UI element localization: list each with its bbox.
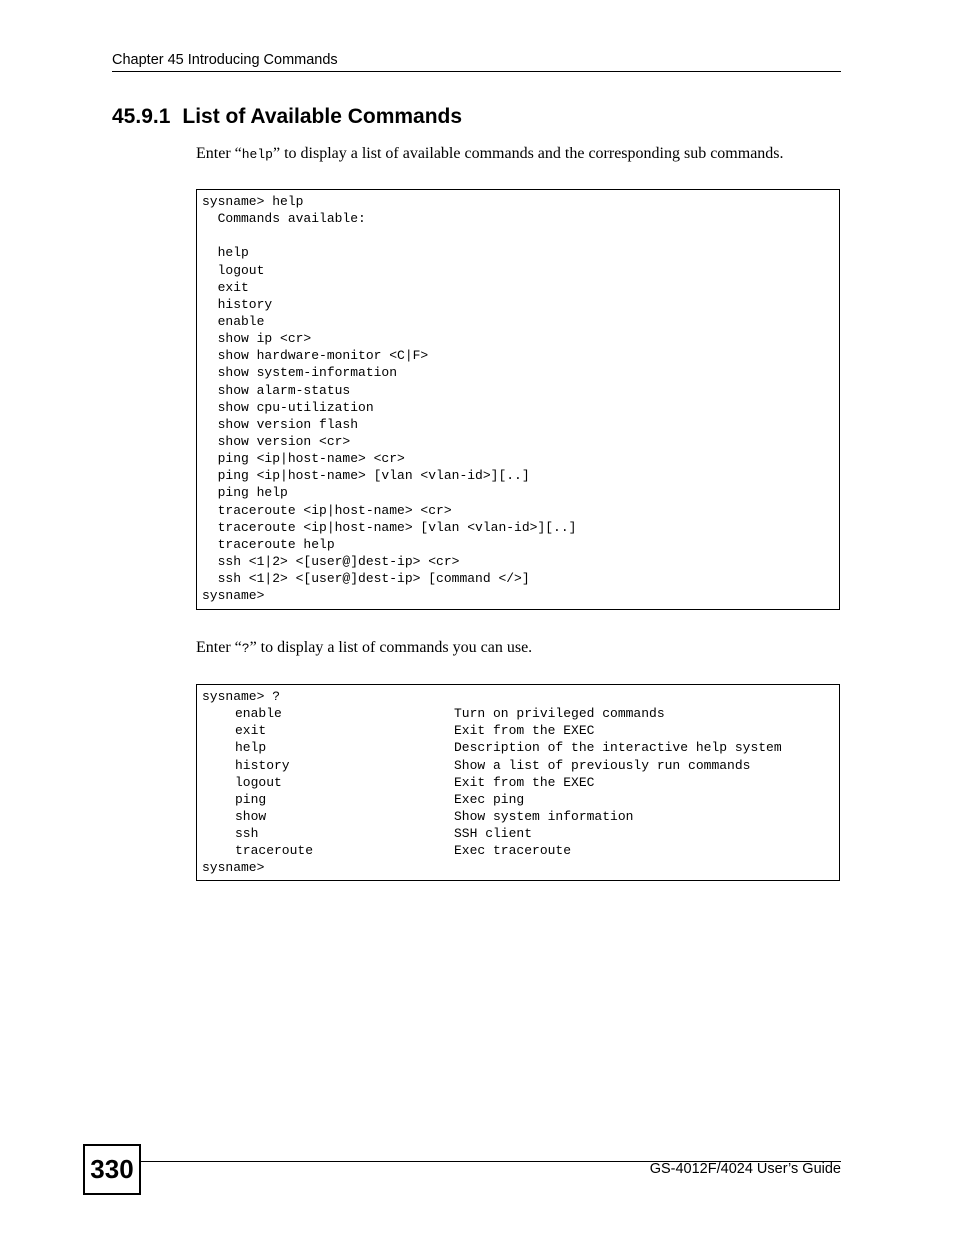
help-intro-code: help (241, 147, 273, 162)
code-line: show version <cr> (202, 433, 351, 449)
chapter-header: Chapter 45 Introducing Commands (112, 52, 338, 68)
code-line: sysname> help (202, 194, 304, 209)
code-line: traceroute <ip|host-name> <cr> (202, 502, 452, 518)
code-line: history (202, 296, 273, 312)
command-name: help (235, 740, 267, 756)
command-name: show (235, 808, 267, 824)
question-intro-before: Enter “ (196, 639, 242, 656)
command-description: Description of the interactive help system (454, 740, 782, 756)
code-line: show ip <cr> (202, 331, 312, 347)
code-line: ping <ip|host-name> <cr> (202, 451, 405, 467)
code-line: exit (202, 279, 249, 295)
section-number: 45.9.1 (112, 105, 171, 128)
command-name: enable (235, 706, 282, 722)
command-row (202, 705, 839, 722)
code-line: enable (202, 313, 265, 329)
code-line: traceroute help (202, 536, 335, 552)
code-line: traceroute <ip|host-name> [vlan <vlan-id>][..] (202, 519, 577, 535)
code-line (202, 227, 839, 244)
help-intro-paragraph (196, 145, 784, 163)
section-heading (112, 105, 462, 129)
command-row (202, 791, 839, 808)
command-name: ssh (235, 826, 259, 842)
command-description: Show system information (454, 808, 634, 824)
code-line: show version flash (202, 416, 359, 432)
help-output-box (196, 189, 840, 610)
help-intro-after: ” to display a list of available commands and the corresponding sub commands. (272, 145, 784, 162)
prompt-line: sysname> ? (202, 689, 281, 704)
question-intro-code: ? (241, 641, 250, 656)
command-description: Show a list of previously run commands (454, 757, 751, 773)
command-row (202, 739, 839, 756)
command-name: exit (235, 723, 267, 739)
command-row (202, 808, 839, 825)
code-line: help (202, 245, 249, 261)
header-divider (112, 71, 841, 72)
question-output-box (196, 684, 840, 881)
command-description: Exec traceroute (454, 843, 572, 859)
code-line: show system-information (202, 365, 398, 381)
end-prompt-line: sysname> (202, 860, 265, 876)
command-row (202, 842, 839, 859)
guide-title: GS-4012F/4024 User’s Guide (649, 1161, 841, 1177)
command-description: Exit from the EXEC (454, 774, 595, 790)
code-line: show hardware-monitor <C|F> (202, 348, 429, 364)
command-name: logout (235, 774, 282, 790)
command-name: traceroute (235, 843, 314, 859)
page-number-box: 330 (83, 1144, 141, 1195)
command-row (202, 757, 839, 774)
code-line: show alarm-status (202, 382, 351, 398)
help-intro-before: Enter “ (196, 145, 242, 162)
command-name: ping (235, 791, 267, 807)
code-line: show cpu-utilization (202, 399, 374, 415)
code-line: ping <ip|host-name> [vlan <vlan-id>][..] (202, 468, 530, 484)
code-line: Commands available: (202, 211, 366, 227)
code-line: ssh <1|2> <[user@]dest-ip> [command </>] (202, 571, 530, 587)
command-name: history (235, 757, 290, 773)
command-row (202, 774, 839, 791)
command-row (202, 825, 839, 842)
question-intro-paragraph (196, 639, 532, 657)
command-description: Turn on privileged commands (454, 706, 665, 722)
code-line: sysname> (202, 588, 265, 604)
command-description: SSH client (454, 826, 533, 842)
section-title: List of Available Commands (182, 105, 463, 128)
command-row (202, 722, 839, 739)
code-line: ssh <1|2> <[user@]dest-ip> <cr> (202, 553, 460, 569)
code-line: ping help (202, 485, 288, 501)
question-intro-after: ” to display a list of commands you can use. (249, 639, 533, 656)
code-line: logout (202, 262, 265, 278)
command-description: Exec ping (454, 791, 525, 807)
command-description: Exit from the EXEC (454, 723, 595, 739)
